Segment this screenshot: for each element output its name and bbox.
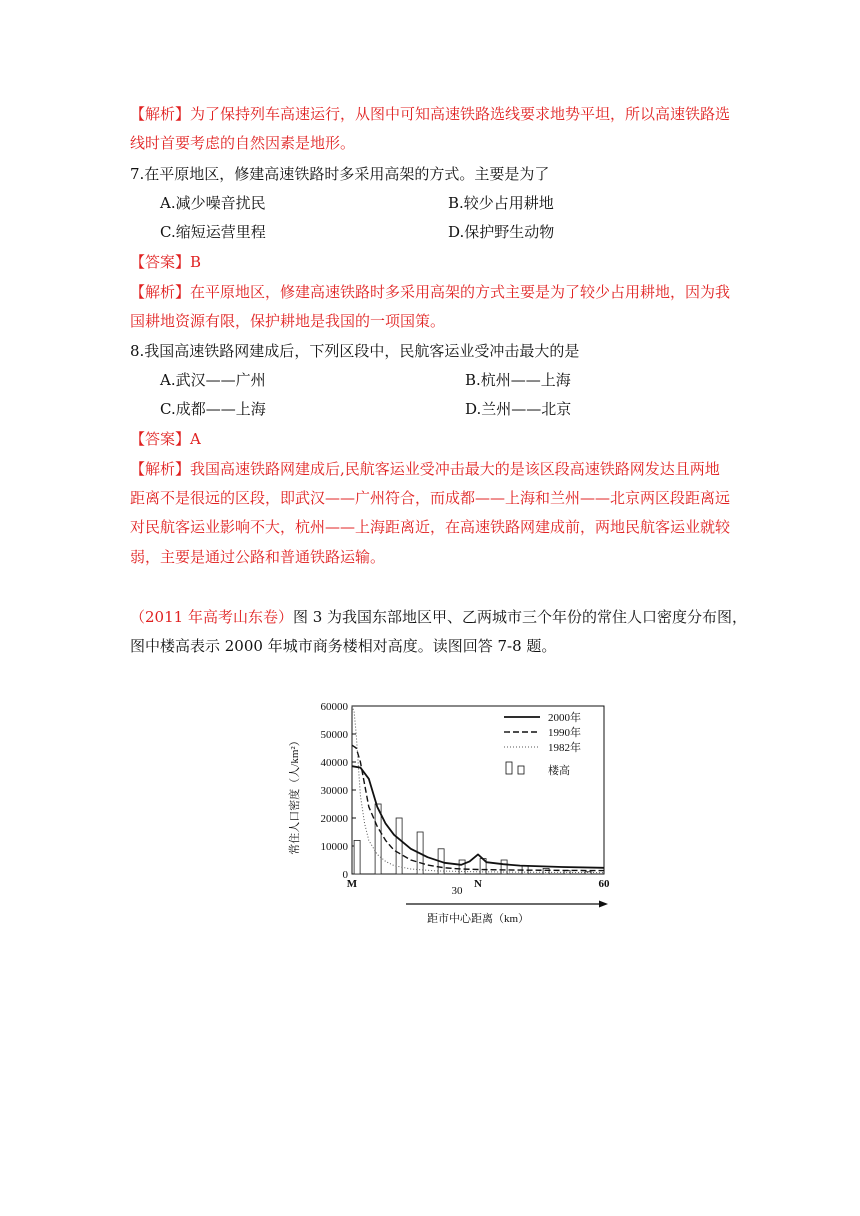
building-bar-9	[543, 868, 549, 874]
series-line-1990年	[352, 745, 604, 870]
y-tick-label-1: 10000	[320, 841, 348, 853]
y-tick-label-4: 40000	[320, 757, 348, 769]
q8-answer: 【答案】A	[130, 430, 201, 448]
q8-analysis-line2: 距离不是很远的区段，即武汉——广州符合，而成都——上海和兰州——北京两区段距离远	[130, 489, 731, 507]
y-tick-label-5: 50000	[320, 729, 348, 741]
x-axis-title: 距市中心距离（km）	[426, 913, 530, 925]
x-axis-arrow-head	[599, 901, 608, 908]
intro-line1-rest: 图 3 为我国东部地区甲、乙两城市三个年份的常住人口密度分布图，	[292, 608, 748, 626]
analysis-q6-line1: 【解析】为了保持列车高速运行，从图中可知高速铁路选线要求地势平坦，所以高速铁路选	[130, 105, 731, 123]
q8-analysis-line4: 弱，主要是通过公路和普通铁路运输。	[130, 548, 386, 566]
q8-option-d: D.兰州——北京	[465, 400, 572, 418]
building-bar-2	[396, 818, 402, 874]
q8-analysis-line3: 对民航客运业影响不大，杭州——上海距离近，在高速铁路网建成前，两地民航客运业就较	[130, 518, 731, 536]
legend-swatch-building-tall	[506, 762, 512, 774]
q8-option-b: B.杭州——上海	[465, 371, 571, 389]
y-axis-title: 常住人口密度（人/km²）	[289, 735, 301, 855]
legend-label-2000: 2000年	[548, 712, 581, 724]
y-tick-label-0: 0	[342, 869, 348, 881]
q7-option-a: A.减少噪音扰民	[160, 194, 266, 212]
legend-label-1990: 1990年	[548, 727, 581, 739]
intro-source: （2011 年高考山东卷）	[130, 608, 293, 626]
q7-option-c: C.缩短运营里程	[160, 223, 266, 241]
legend-swatch-building-short	[518, 766, 524, 774]
legend-label-1982: 1982年	[548, 742, 581, 754]
q8-option-a: A.武汉——广州	[160, 371, 266, 389]
x-tick-label-2: 60	[598, 878, 610, 890]
q8-analysis-line1: 【解析】我国高速铁路网建成后,民航客运业受冲击最大的是该区段高速铁路网发达且两地	[130, 460, 720, 478]
series-line-2000年	[352, 766, 604, 868]
analysis-q6-line2: 线时首要考虑的自然因素是地形。	[130, 134, 356, 152]
y-tick-label-2: 20000	[320, 813, 348, 825]
chart-legend	[504, 710, 581, 777]
q7-option-d: D.保护野生动物	[448, 223, 555, 241]
q8-stem: 8.我国高速铁路网建成后，下列区段中，民航客运业受冲击最大的是	[130, 342, 580, 360]
x-number-label-0: 30	[451, 885, 463, 897]
legend-label-building: 楼高	[548, 765, 570, 777]
x-tick-label-1: N	[474, 878, 482, 890]
building-bar-0	[354, 840, 360, 874]
y-tick-label-6: 60000	[320, 701, 348, 713]
intro-line2: 图中楼高表示 2000 年城市商务楼相对高度。读图回答 7-8 题。	[130, 637, 557, 655]
q7-analysis-line2: 国耕地资源有限，保护耕地是我国的一项国策。	[130, 312, 446, 330]
q7-option-b: B.较少占用耕地	[448, 194, 554, 212]
x-tick-label-0: M	[346, 878, 358, 890]
q8-option-c: C.成都——上海	[160, 400, 266, 418]
q7-answer: 【答案】B	[130, 253, 202, 271]
q7-analysis-line1: 【解析】在平原地区，修建高速铁路时多采用高架的方式主要是为了较少占用耕地，因为我	[130, 283, 731, 301]
y-tick-label-3: 30000	[320, 785, 348, 797]
q7-stem: 7.在平原地区，修建高速铁路时多采用高架的方式。主要是为了	[130, 165, 550, 183]
intro-line1	[130, 607, 747, 627]
population-density-chart	[284, 690, 624, 930]
